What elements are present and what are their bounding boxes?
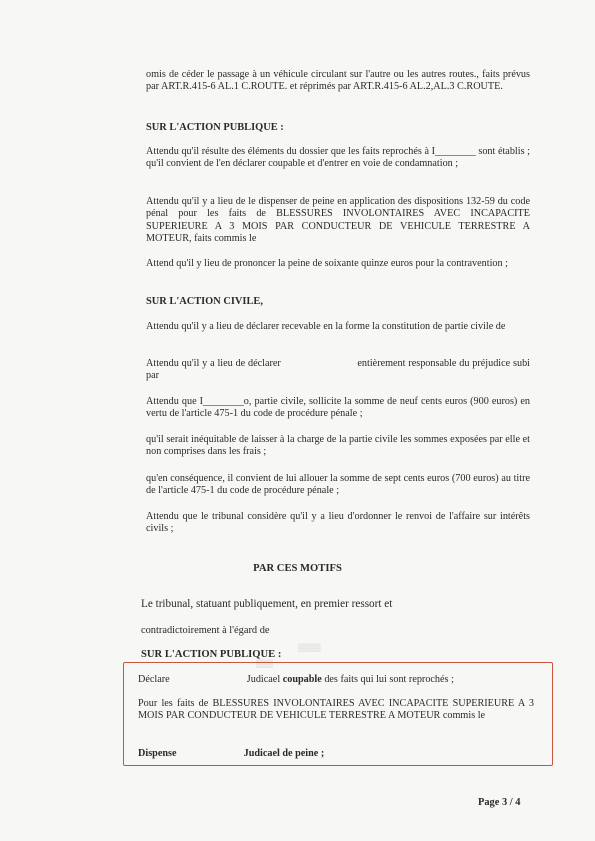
- tribunal-lead: Le tribunal: [141, 598, 191, 610]
- stamp-smudge: ▒▒▒▒: [298, 643, 321, 652]
- dispense-line: [138, 748, 538, 760]
- paragraph-renvoi: [146, 511, 530, 536]
- paragraph-text: Pour les faits de BLESSURES INVOLONTAIRES AVEC INCAPACITE SUPERIEURE A 3 MOIS PAR CONDUCTEUR DE VEHICULE TERRESTRE A MOTEUR commis le: [138, 698, 534, 722]
- heading-action-publique: SUR L'ACTION PUBLIQUE :: [146, 122, 284, 133]
- page-number: Page 3 / 4: [478, 797, 521, 808]
- paragraph-dispense: [146, 196, 530, 246]
- declare-bold: coupable: [282, 674, 322, 685]
- paragraph-allocation: [146, 473, 530, 498]
- dispense-lead: Dispense: [138, 748, 177, 759]
- paragraph-text: Attendu qu'il y a lieu de le dispenser de peine en application des dispositions 132-59 du code pénal pour les faits de BLESSURES INVOLONTAIRES AVEC INCAPACITE SUPERIEURE A 3 MOIS PAR CONDUCTEUR DE VEHICULE TERRESTRE A MOTEUR, faits commis le: [146, 196, 530, 245]
- paragraph-text: Attendu que le tribunal considère qu'il y a lieu d'ordonner le renvoi de l'affaire sur intérêts civils ;: [146, 511, 530, 535]
- paragraph-faits: [138, 698, 534, 723]
- paragraph-text: omis de céder le passage à un véhicule circulant sur l'autre ou les autres routes., faits prévus par ART.R.415-6 AL.1 C.ROUTE. et réprimés par ART.R.415-6 AL.2,AL.3 C.ROUTE.: [146, 69, 530, 93]
- declare-rest: des faits qui lui sont reprochés ;: [324, 674, 454, 685]
- paragraph-text: qu'il serait inéquitable de laisser à la charge de la partie civile les sommes exposées par elle et non comprises dans les frais ;: [146, 434, 530, 458]
- contradictoire-line: contradictoirement à l'égard de: [141, 625, 270, 636]
- paragraph-text: Attendu qu'il y a lieu de déclarer recevable en la forme la constitution de partie civile de: [146, 321, 506, 332]
- stamp-smudge: ▒▒▒: [256, 659, 274, 668]
- tribunal-rest: , statuant publiquement, en premier ressort et: [190, 598, 393, 610]
- paragraph-sollicitation: [146, 396, 530, 421]
- paragraph-responsabilite: [146, 358, 533, 383]
- declare-lead: Déclare: [138, 674, 170, 685]
- paragraph-text: Attend qu'il y lieu de prononcer la peine de soixante quinze euros pour la contravention ;: [146, 258, 508, 269]
- paragraph-contravention: [146, 258, 530, 270]
- paragraph-inequitable: [146, 434, 530, 459]
- paragraph-infraction: [146, 69, 530, 94]
- declare-name: Judicael: [246, 674, 281, 685]
- paragraph-text: Attendu que I________o, partie civile, sollicite la somme de neuf cents euros (900 euros) en vertu de l'article 475-1 du code de procédure pénale ;: [146, 396, 530, 420]
- heading-action-civile: SUR L'ACTION CIVILE,: [146, 296, 263, 307]
- paragraph-partie-civile: [146, 321, 530, 333]
- paragraph-culpabilite: [146, 146, 530, 171]
- dispense-rest: Judicael de peine ;: [243, 748, 325, 759]
- paragraph-text: Attendu qu'il résulte des éléments du dossier que les faits reprochés à I________ sont établis ; qu'il convient de l'en déclarer coupable et d'entrer en voie de condamnation ;: [146, 146, 530, 170]
- paragraph-text: qu'en conséquence, il convient de lui allouer la somme de sept cents euros (700 euros) au titre de l'article 475-1 du code de procédure pénale ;: [146, 473, 530, 497]
- heading-action-publique-2: SUR L'ACTION PUBLIQUE :: [141, 649, 282, 660]
- declare-line: [138, 674, 538, 686]
- tribunal-statement: [141, 598, 392, 610]
- heading-par-ces-motifs: PAR CES MOTIFS: [253, 563, 342, 574]
- paragraph-text: Attendu qu'il y a lieu de déclarer entièrement responsable du préjudice subi par: [146, 358, 533, 382]
